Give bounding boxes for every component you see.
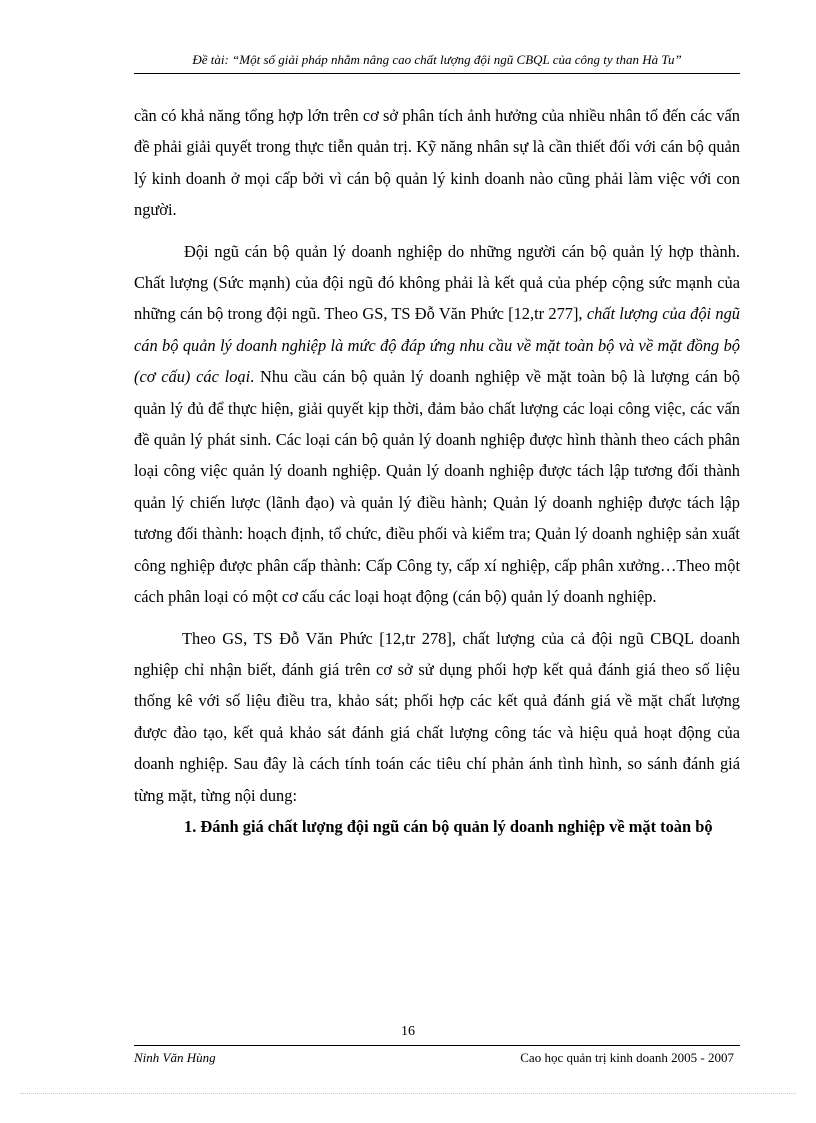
paragraph-2-text-end: . Nhu cầu cán bộ quản lý doanh nghiệp về mặt toàn bộ là lượng cán bộ quản lý đủ để thực hiện, giải quyết kịp thời, đảm bảo chất lượng các loại công việc, các vấn đề quản lý phát sinh. Các loại cán bộ quản lý doanh nghiệp được hình thành theo cách phân loại công việc quản lý doanh nghiệp. Quản lý doanh nghiệp được tách lập tương đối thành quản lý chiến lược (lãnh đạo) và quản lý điều hành; Quản lý doanh nghiệp được tách lập tương đối thành: hoạch định, tổ chức, điều phối và kiểm tra; Quản lý doanh nghiệp sản xuất công nghiệp được phân cấp thành: Cấp Công ty, cấp xí nghiệp, cấp phân xưởng…Theo một cách phân loại có một cơ cấu các loại hoạt động (cán bộ) quản lý doanh nghiệp.: [134, 367, 740, 607]
footer-author: Ninh Văn Hùng: [134, 1050, 216, 1065]
paragraph-2-text-start: Đội ngũ cán bộ quản lý doanh nghiệp do những người cán bộ quản lý hợp thành. Chất lượng (Sức mạnh) của đội ngũ đó không phải là kết quả của phép cộng sức mạnh của những cán bộ trong đội ngũ. Theo GS, TS Đỗ Văn Phức [12,tr 277],: [134, 241, 740, 324]
page-number: 16: [401, 1024, 415, 1039]
page-bottom-border: [20, 1093, 796, 1094]
document-body: [134, 100, 740, 842]
header-divider: [134, 73, 740, 74]
footer-divider: [134, 1045, 740, 1046]
paragraph-2: [134, 236, 740, 613]
footer-program: Cao học quản trị kinh doanh 2005 - 2007: [520, 1050, 734, 1065]
section-heading: 1. Đánh giá chất lượng đội ngũ cán bộ quản lý doanh nghiệp về mặt toàn bộ: [184, 816, 713, 836]
paragraph-3: Theo GS, TS Đỗ Văn Phức [12,tr 278], chất lượng của cả đội ngũ CBQL doanh nghiệp chỉ nhận biết, đánh giá trên cơ sở sử dụng phối hợp kết quả đánh giá theo số liệu thống kê với số liệu điều tra, khảo sát; phối hợp các kết quả đánh giá về mặt chất lượng được đào tạo, kết quả khảo sát đánh giá chất lượng công tác và hiệu quả hoạt động của doanh nghiệp. Sau đây là cách tính toán các tiêu chí phản ánh tình hình, so sánh đánh giá từng mặt, từng nội dung:: [134, 628, 740, 805]
paragraph-2-definition: chất lượng của đội ngũ cán bộ quản lý doanh nghiệp là mức độ đáp ứng nhu cầu về mặt toàn bộ và về mặt đồng bộ (cơ cấu) các loại: [134, 304, 740, 387]
document-header: Đề tài: “Một số giải pháp nhằm nâng cao chất lượng đội ngũ CBQL của công ty than Hà Tu”: [192, 52, 682, 67]
paragraph-1: cần có khả năng tổng hợp lớn trên cơ sở phân tích ảnh hưởng của nhiều nhân tố đến các vấn đề phải giải quyết trong thực tiễn quản trị. Kỹ năng nhân sự là cần thiết đối với cán bộ quản lý kinh doanh ở mọi cấp bởi vì cán bộ quản lý kinh doanh nào cũng phải làm việc với con người.: [134, 106, 740, 220]
